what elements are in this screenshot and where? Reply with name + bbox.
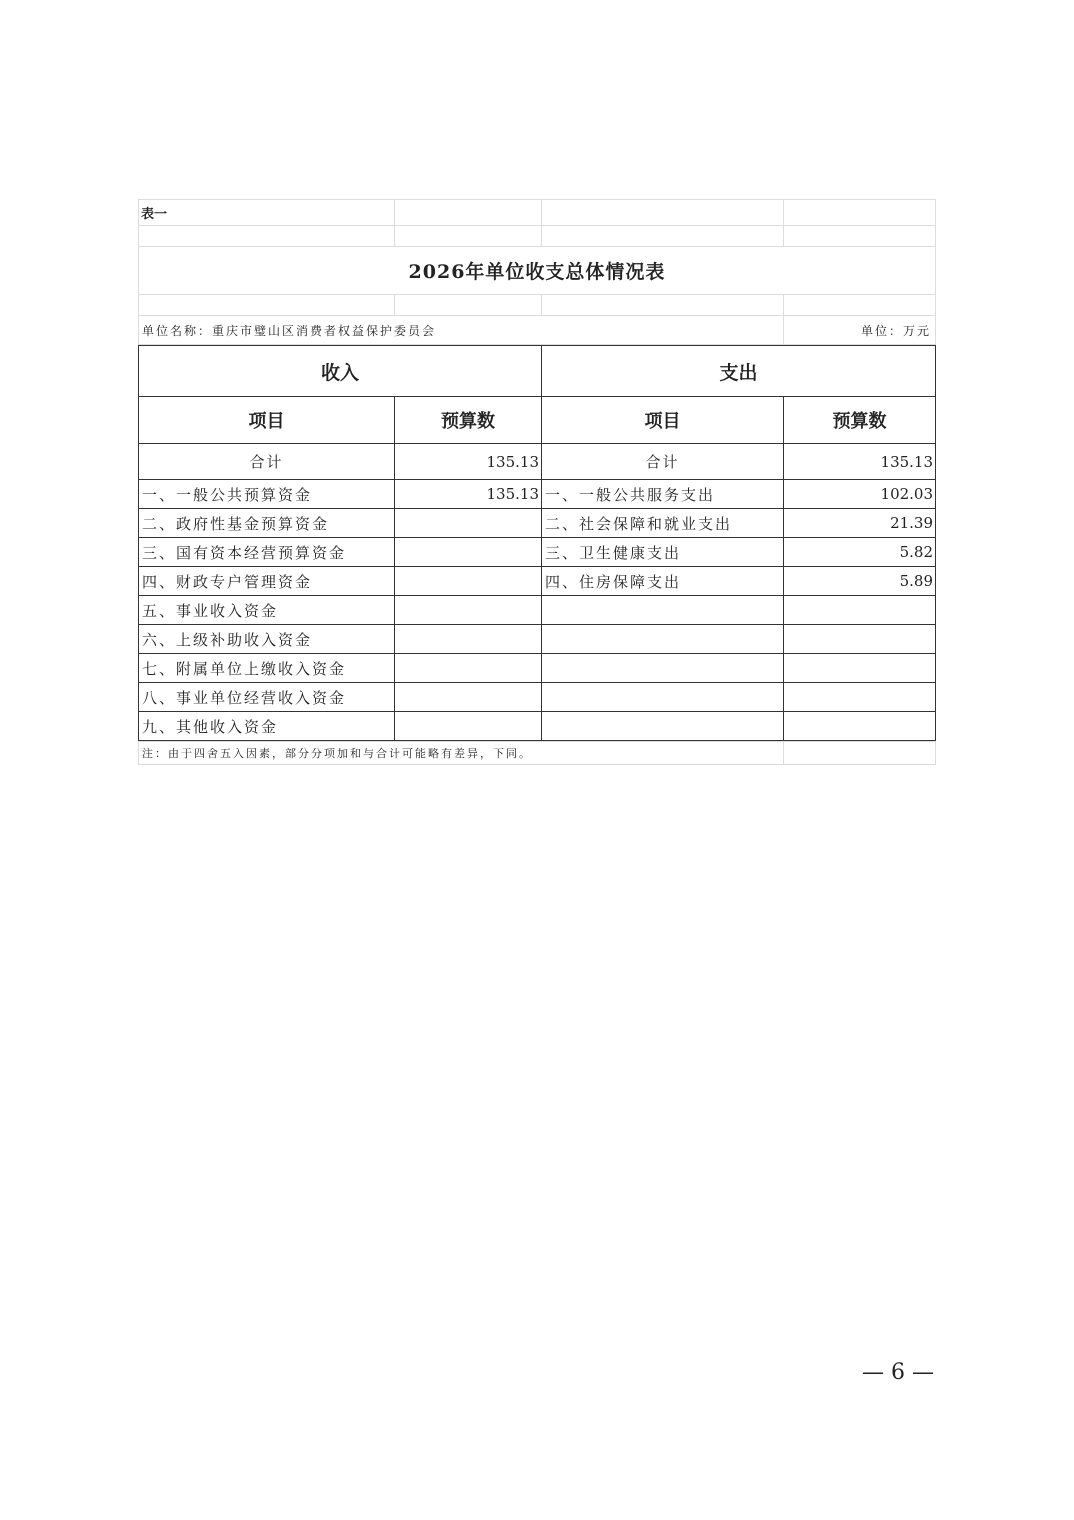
expense-item (542, 625, 784, 654)
table-row (139, 712, 936, 741)
income-item-header: 项目 (139, 397, 395, 444)
page-number: — 6 — (862, 1360, 934, 1385)
table-row (139, 654, 936, 683)
income-value (395, 625, 542, 654)
budget-table (138, 345, 936, 741)
expense-value: 5.82 (784, 538, 936, 567)
table-row (139, 538, 936, 567)
expense-value: 21.39 (784, 509, 936, 538)
expense-item: 二、社会保障和就业支出 (542, 509, 784, 538)
budget-sheet (138, 199, 935, 765)
income-item: 一、一般公共预算资金 (139, 480, 395, 509)
note-table (138, 741, 936, 765)
sheet-header-grid (138, 199, 936, 345)
expense-item: 四、住房保障支出 (542, 567, 784, 596)
income-item: 八、事业单位经营收入资金 (139, 683, 395, 712)
table-label: 表一 (139, 200, 395, 226)
table-row (139, 567, 936, 596)
expense-item-header: 项目 (542, 397, 784, 444)
expense-value (784, 712, 936, 741)
expense-item: 三、卫生健康支出 (542, 538, 784, 567)
expense-value (784, 596, 936, 625)
total-row (139, 444, 936, 480)
income-item: 四、财政专户管理资金 (139, 567, 395, 596)
expense-total-value: 135.13 (784, 444, 936, 480)
income-total-value: 135.13 (395, 444, 542, 480)
income-header: 收入 (139, 346, 542, 397)
income-value (395, 567, 542, 596)
expense-item (542, 596, 784, 625)
income-item: 六、上级补助收入资金 (139, 625, 395, 654)
expense-value (784, 683, 936, 712)
column-header-row (139, 397, 936, 444)
income-item: 三、国有资本经营预算资金 (139, 538, 395, 567)
expense-item (542, 654, 784, 683)
expense-budget-header: 预算数 (784, 397, 936, 444)
expense-value: 102.03 (784, 480, 936, 509)
expense-header: 支出 (542, 346, 936, 397)
income-item: 五、事业收入资金 (139, 596, 395, 625)
table-title: 2026年单位收支总体情况表 (139, 247, 936, 295)
income-value (395, 596, 542, 625)
expense-value (784, 654, 936, 683)
expense-value (784, 625, 936, 654)
table-row (139, 509, 936, 538)
income-value (395, 538, 542, 567)
expense-value: 5.89 (784, 567, 936, 596)
section-header-row (139, 346, 936, 397)
income-item: 九、其他收入资金 (139, 712, 395, 741)
income-total-label: 合计 (139, 444, 395, 480)
income-budget-header: 预算数 (395, 397, 542, 444)
expense-total-label: 合计 (542, 444, 784, 480)
table-row (139, 480, 936, 509)
income-item: 二、政府性基金预算资金 (139, 509, 395, 538)
unit-measure: 单位：万元 (784, 316, 936, 345)
income-value (395, 654, 542, 683)
expense-item (542, 683, 784, 712)
table-note: 注：由于四舍五入因素，部分分项加和与合计可能略有差异，下同。 (139, 742, 784, 765)
table-row (139, 625, 936, 654)
table-row (139, 683, 936, 712)
income-value (395, 712, 542, 741)
income-item: 七、附属单位上缴收入资金 (139, 654, 395, 683)
income-value: 135.13 (395, 480, 542, 509)
table-row (139, 596, 936, 625)
income-value (395, 509, 542, 538)
unit-name: 单位名称：重庆市璧山区消费者权益保护委员会 (139, 316, 784, 345)
expense-item: 一、一般公共服务支出 (542, 480, 784, 509)
income-value (395, 683, 542, 712)
expense-item (542, 712, 784, 741)
